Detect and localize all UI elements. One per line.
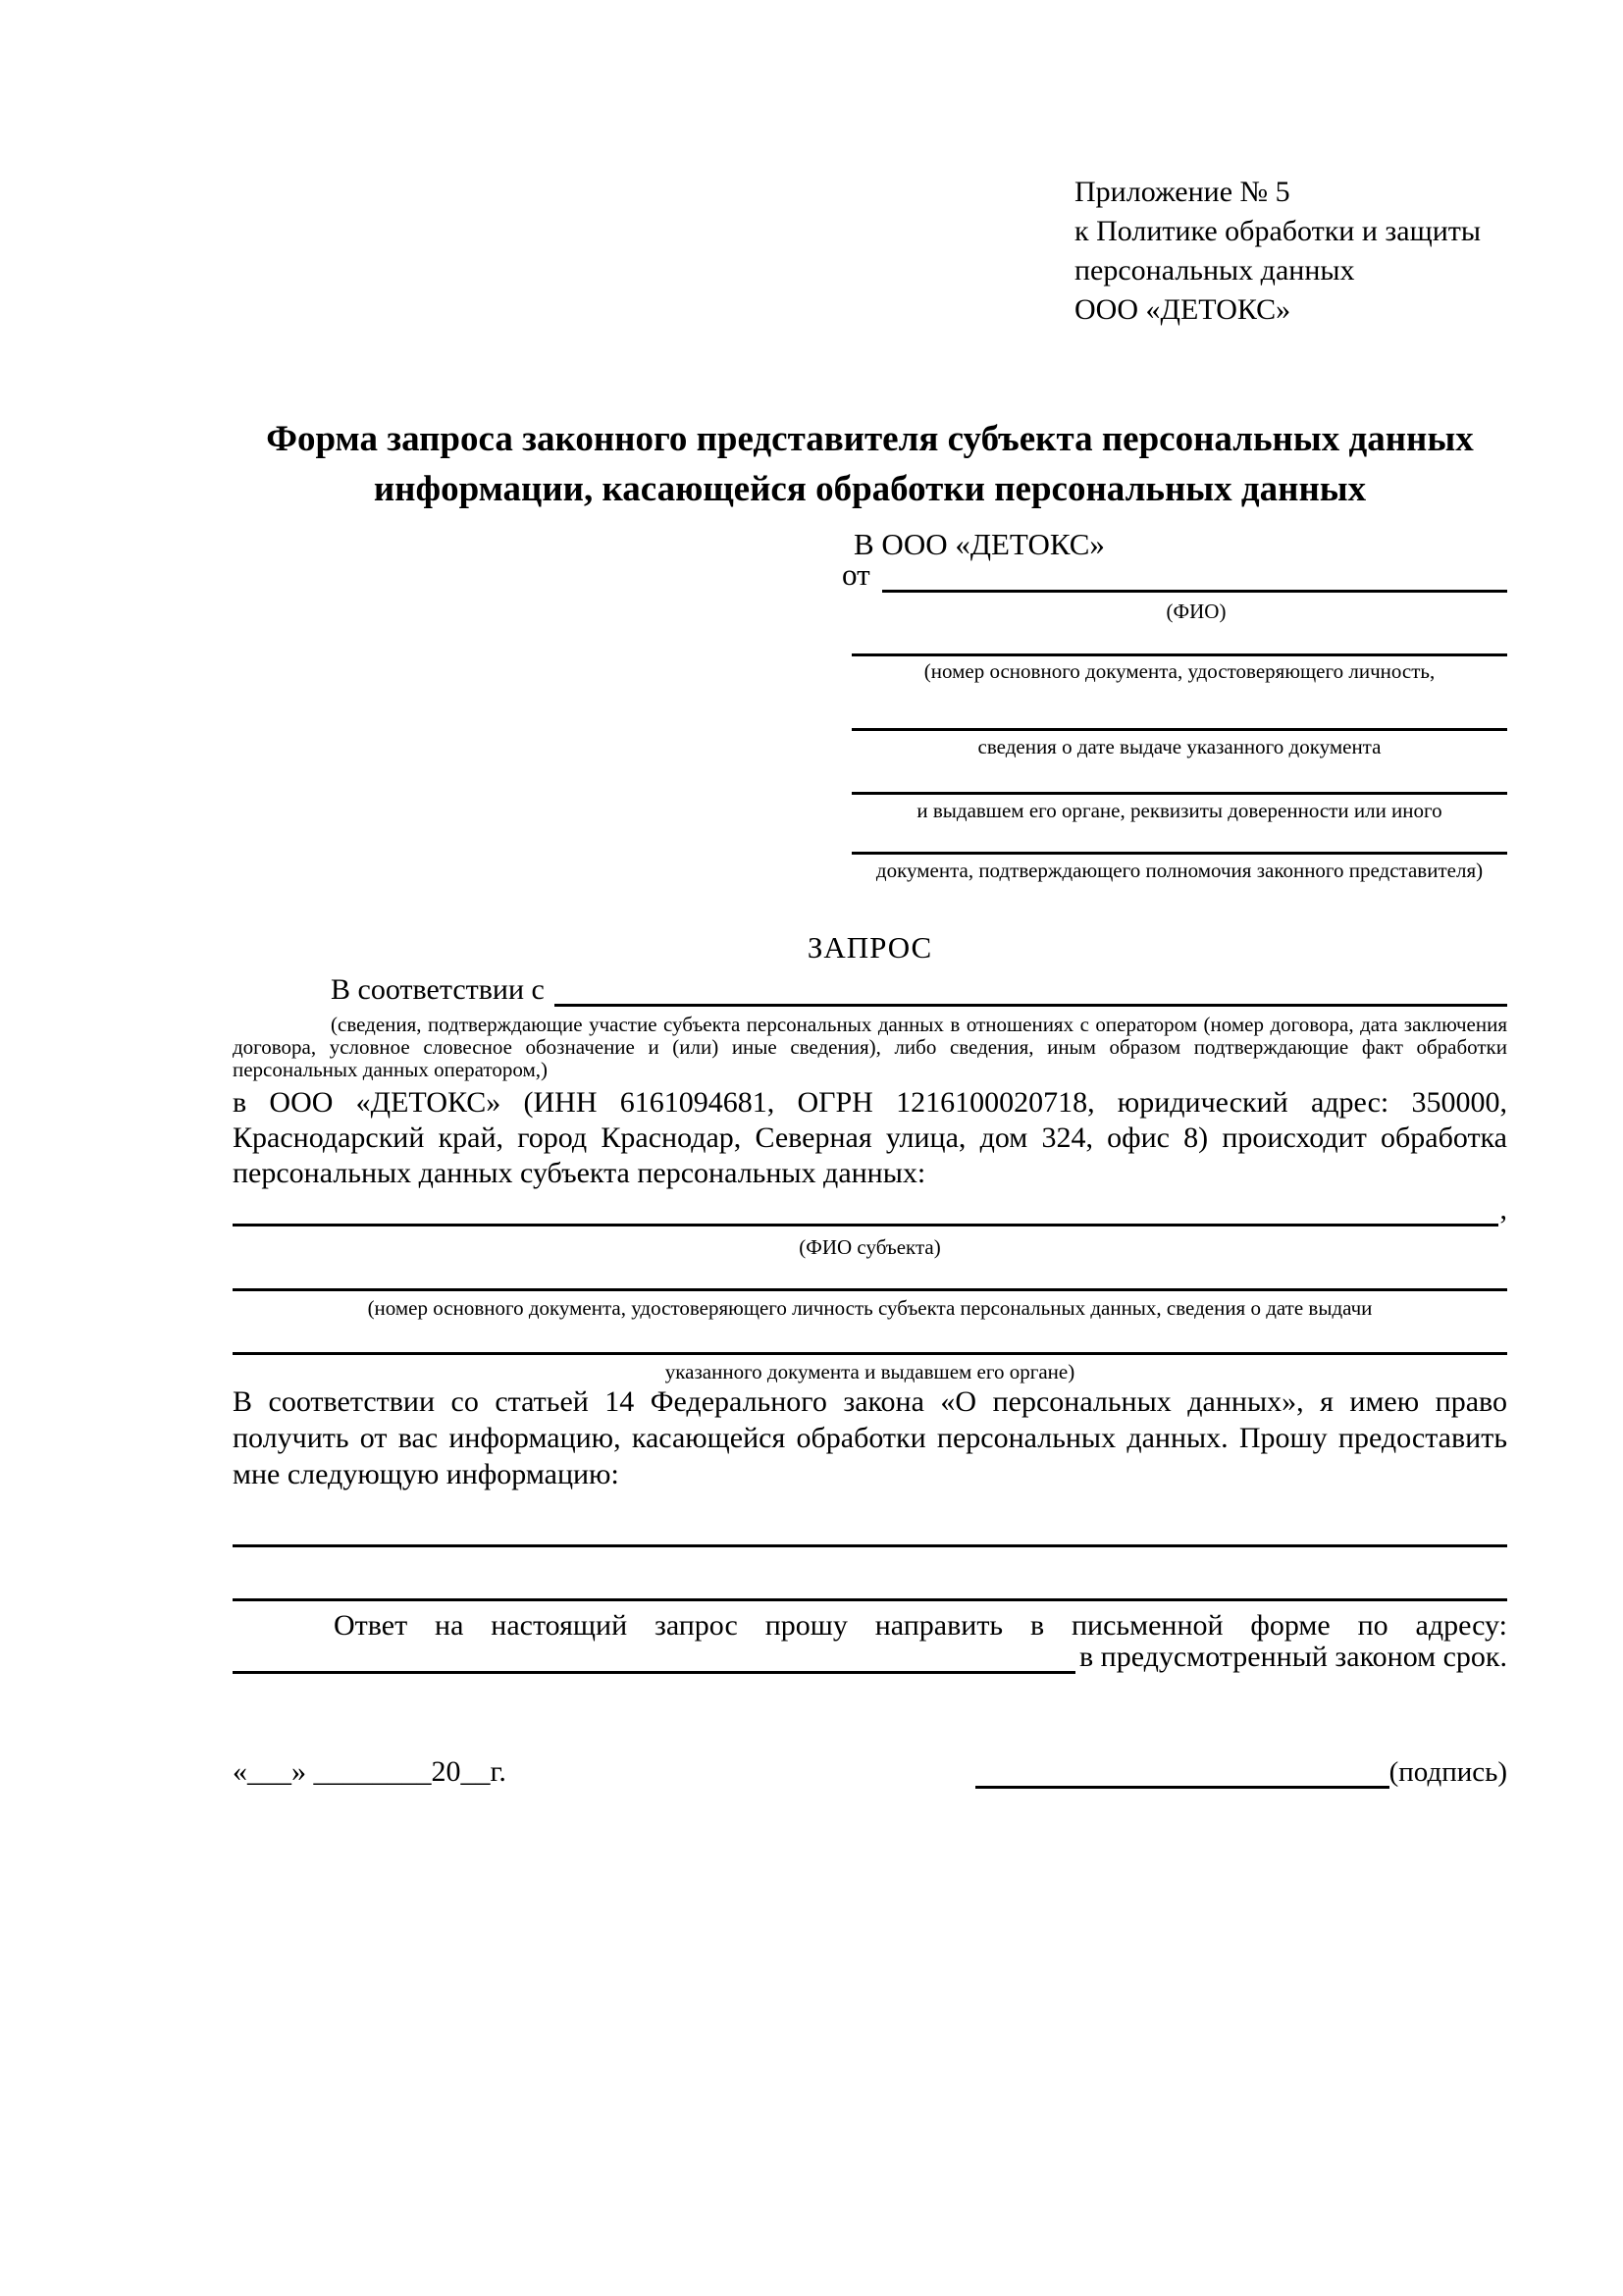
doc-blank-line (852, 728, 1507, 731)
article-paragraph: В соответствии со статьей 14 Федерального закона «О персональных данных», я имею право получить от вас информацию, касающейся обработки персональных данных. Прошу предоставить мне следующую информацию: (233, 1385, 1507, 1490)
signature-blank-line (975, 1758, 1389, 1789)
accordance-caption: (сведения, подтверждающие участие субъекта персональных данных в отношениях с оператором (номер договора, дата заключения договора, условное словесное обозначение и (или) иные сведения), либо сведения, иным образом подтверждающие факт обработки персональных данных оператором,) (233, 1013, 1507, 1081)
operator-paragraph: в ООО «ДЕТОКС» (ИНН 6161094681, ОГРН 1216100020718, юридический адрес: 350000, Краснодарский край, город Краснодар, Северная улица, дом 324, офис 8) происходит обработка персональных данных субъекта персональных данных: (233, 1086, 1507, 1189)
subject-doc-caption: указанного документа и выдавшем его органе) (664, 1360, 1075, 1383)
doc-caption: (номер основного документа, удостоверяющего личность, (923, 659, 1436, 683)
accordance-row (233, 973, 1507, 1007)
from-row (842, 557, 1507, 593)
fio-caption: (ФИО) (1166, 600, 1227, 623)
form-title-line: Форма запроса законного представителя субъекта персональных данных (266, 419, 1474, 459)
subject-doc-blank-line (233, 1288, 1507, 1291)
answer-tail-row (233, 1641, 1507, 1674)
subject-doc-caption: (номер основного документа, удостоверяющего личность субъекта персональных данных, сведения о дате выдачи (367, 1296, 1373, 1320)
form-title-line: информации, касающейся обработки персональных данных (373, 469, 1367, 509)
appendix-line: к Политике обработки и защиты (1074, 215, 1482, 247)
addressee-to: В ООО «ДЕТОКС» (854, 527, 1105, 561)
subject-fio-caption: (ФИО субъекта) (799, 1235, 941, 1259)
info-blank-line (233, 1544, 1507, 1547)
accordance-blank-line (554, 1004, 1507, 1007)
appendix-line: Приложение № 5 (1074, 176, 1290, 208)
footer-row (233, 1755, 1507, 1789)
address-blank-line (233, 1671, 1075, 1674)
appendix-line: персональных данных (1074, 254, 1355, 287)
info-blank-line (233, 1598, 1507, 1601)
signature-caption: (подпись) (1388, 1756, 1507, 1788)
subject-doc-blank-line (233, 1352, 1507, 1355)
accordance-lead: В соответствии с (331, 973, 545, 1006)
appendix-line: ООО «ДЕТОКС» (1074, 293, 1291, 326)
doc-caption: документа, подтверждающего полномочия законного представителя) (875, 859, 1484, 882)
fio-blank-line (882, 590, 1507, 593)
subject-fio-row (233, 1193, 1507, 1226)
date-field: «___» ________20__г. (233, 1755, 506, 1788)
doc-caption: и выдавшем его органе, реквизиты доверенности или иного (916, 799, 1442, 822)
signature-group (975, 1756, 1507, 1789)
doc-caption: сведения о дате выдаче указанного документа (977, 735, 1382, 758)
request-heading: ЗАПРОС (807, 930, 933, 965)
from-label: от (842, 557, 870, 592)
appendix-block (1074, 173, 1481, 330)
doc-blank-line (852, 792, 1507, 795)
fio-line-comma: , (1499, 1193, 1507, 1226)
subject-fio-blank-line (233, 1224, 1498, 1226)
form-title (233, 414, 1507, 514)
answer-tail: в предусмотренный законом срок. (1079, 1641, 1507, 1673)
answer-paragraph: Ответ на настоящий запрос прошу направить в письменной форме по адресу: (334, 1609, 1507, 1642)
doc-blank-line (852, 852, 1507, 855)
doc-blank-line (852, 653, 1507, 656)
